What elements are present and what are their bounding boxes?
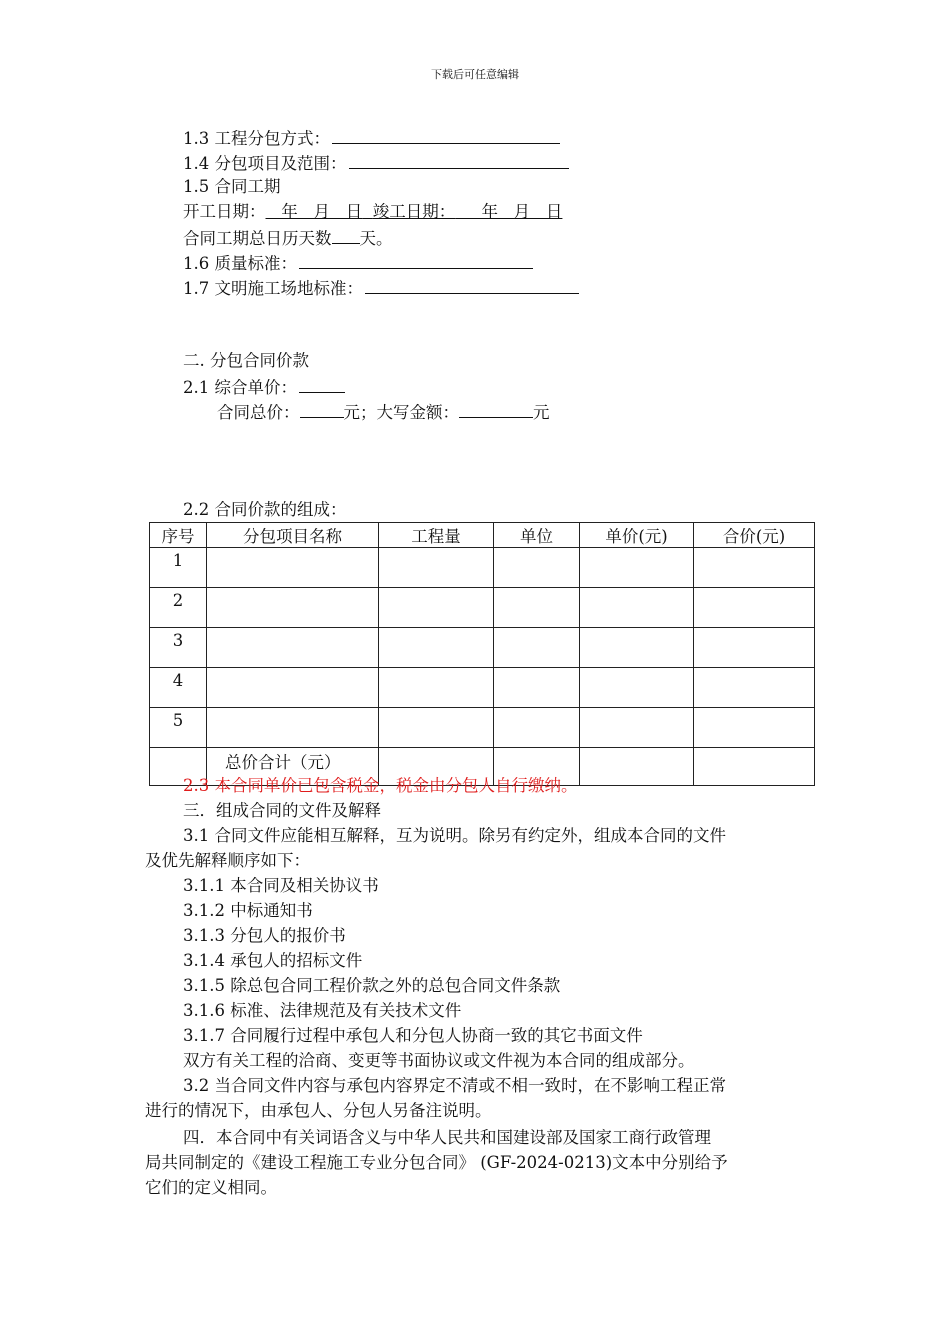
table-cell[interactable] <box>580 668 694 708</box>
subcontract-scope-blank[interactable] <box>349 151 569 169</box>
finish-date-label: 竣工日期： <box>372 202 456 221</box>
total-price-line <box>217 400 550 424</box>
table-cell[interactable] <box>580 588 694 628</box>
table-cell[interactable] <box>694 668 815 708</box>
table-cell[interactable] <box>694 748 815 786</box>
quality-line <box>183 251 535 275</box>
subcontract-scope-line <box>183 151 571 175</box>
row-number: 2 <box>150 588 207 628</box>
header-cell: 合价(元) <box>694 523 815 548</box>
subcontract-scope-label: 1.4 分包项目及范围： <box>183 154 347 173</box>
subcontract-method-blank[interactable] <box>332 126 560 144</box>
total-price-yuan: 元；大写金额： <box>343 403 459 422</box>
section4-line3: 它们的定义相同。 <box>145 1178 277 1197</box>
table-cell[interactable] <box>207 628 379 668</box>
subcontract-method-line <box>183 126 562 150</box>
unit-price-blank[interactable] <box>299 375 345 393</box>
table-cell[interactable] <box>580 708 694 748</box>
table-row <box>150 668 815 708</box>
table-cell[interactable] <box>207 668 379 708</box>
table-row <box>150 708 815 748</box>
unit-price-label: 2.1 综合单价： <box>183 378 297 397</box>
total-days-blank[interactable] <box>332 226 360 244</box>
section3-para1a: 3.1 合同文件应能相互解释，互为说明。除另有约定外，组成本合同的文件 <box>183 826 726 845</box>
row-number: 4 <box>150 668 207 708</box>
list-item: 3.1.6 标准、法律规范及有关技术文件 <box>183 1001 462 1020</box>
total-days-suffix: 天。 <box>359 229 393 248</box>
row-number: 5 <box>150 708 207 748</box>
section3-para1b: 及优先解释顺序如下： <box>145 851 310 870</box>
table-cell[interactable] <box>694 548 815 588</box>
table-cell[interactable] <box>494 628 580 668</box>
table-cell[interactable] <box>580 628 694 668</box>
site-standard-line <box>183 276 581 300</box>
composition-title: 2.2 合同价款的组成： <box>183 500 347 519</box>
amount-words-yuan: 元 <box>533 403 550 422</box>
start-date-value[interactable]: 年 月 日 <box>265 202 363 221</box>
table-cell[interactable] <box>379 588 494 628</box>
table-cell[interactable] <box>494 668 580 708</box>
list-item: 3.1.5 除总包合同工程价款之外的总包合同文件条款 <box>183 976 561 995</box>
header-cell: 序号 <box>150 523 207 548</box>
header-cell: 单价(元) <box>580 523 694 548</box>
list-item: 3.1.2 中标通知书 <box>183 901 313 920</box>
site-standard-label: 1.7 文明施工场地标准： <box>183 279 363 298</box>
table-cell[interactable] <box>694 708 815 748</box>
section4-line1: 四．本合同中有关词语含义与中华人民共和国建设部及国家工商行政管理 <box>183 1128 711 1147</box>
list-item: 3.1.4 承包人的招标文件 <box>183 951 363 970</box>
table-row <box>150 548 815 588</box>
row-number: 1 <box>150 548 207 588</box>
section3-para3b: 进行的情况下，由承包人、分包人另备注说明。 <box>145 1101 492 1120</box>
table-cell[interactable] <box>379 708 494 748</box>
table-cell[interactable] <box>694 588 815 628</box>
header-note: 下载后可任意编辑 <box>431 68 519 81</box>
header-cell: 分包项目名称 <box>207 523 379 548</box>
total-days-prefix: 合同工期总日历天数 <box>183 229 332 248</box>
table-cell[interactable] <box>494 588 580 628</box>
period-title: 1.5 合同工期 <box>183 177 281 196</box>
amount-words-blank[interactable] <box>459 400 533 418</box>
table-cell[interactable] <box>494 548 580 588</box>
section3-title: 三．组成合同的文件及解释 <box>183 801 381 820</box>
table-cell[interactable] <box>694 628 815 668</box>
header-cell: 工程量 <box>379 523 494 548</box>
list-item: 3.1.3 分包人的报价书 <box>183 926 346 945</box>
section3-para2: 双方有关工程的洽商、变更等书面协议或文件视为本合同的组成部分。 <box>183 1051 695 1070</box>
quality-label: 1.6 质量标准： <box>183 254 297 273</box>
section4-line2: 局共同制定的《建设工程施工专业分包合同》 (GF-2024-0213)文本中分别给予 <box>145 1153 728 1172</box>
section3-para3a: 3.2 当合同文件内容与承包内容界定不清或不相一致时，在不影响工程正常 <box>183 1076 726 1095</box>
list-item: 3.1.1 本合同及相关协议书 <box>183 876 379 895</box>
table-row <box>150 588 815 628</box>
table-row <box>150 628 815 668</box>
header-cell: 单位 <box>494 523 580 548</box>
total-label: 总价合计（元） <box>207 748 379 786</box>
section2-title: 二. 分包合同价款 <box>183 351 309 370</box>
table-cell[interactable] <box>494 708 580 748</box>
total-price-blank[interactable] <box>300 400 344 418</box>
table-header-row <box>150 523 815 548</box>
table-cell[interactable] <box>379 548 494 588</box>
total-price-label: 合同总价： <box>217 403 300 422</box>
table-cell[interactable] <box>580 548 694 588</box>
total-days-line <box>183 226 393 250</box>
tax-note: 2.3 本合同单价已包含税金，税金由分包人自行缴纳。 <box>183 776 578 795</box>
site-standard-blank[interactable] <box>365 276 579 294</box>
date-line <box>183 201 562 223</box>
row-number: 3 <box>150 628 207 668</box>
table-cell[interactable] <box>379 668 494 708</box>
subcontract-method-label: 1.3 工程分包方式： <box>183 129 330 148</box>
start-date-label: 开工日期： <box>183 202 266 221</box>
quality-blank[interactable] <box>299 251 533 269</box>
finish-date-value[interactable]: 年 月 日 <box>455 202 563 221</box>
list-item: 3.1.7 合同履行过程中承包人和分包人协商一致的其它书面文件 <box>183 1026 643 1045</box>
price-composition-table <box>149 522 815 786</box>
table-cell[interactable] <box>379 628 494 668</box>
table-cell[interactable] <box>207 548 379 588</box>
unit-price-line <box>183 375 347 399</box>
table-cell[interactable] <box>207 708 379 748</box>
table-cell[interactable] <box>580 748 694 786</box>
table-cell[interactable] <box>207 588 379 628</box>
